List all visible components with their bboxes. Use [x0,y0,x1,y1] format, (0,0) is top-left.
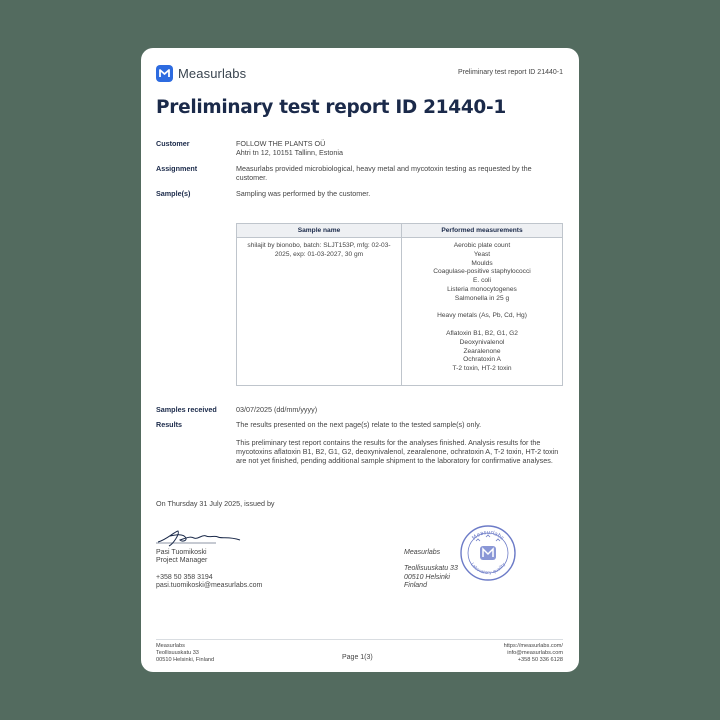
footer-company: Measurlabs [156,643,185,649]
assignment-label: Assignment [156,164,198,173]
footer-address [156,643,214,665]
footer-street: Teollisuuskatu 33 [156,650,199,657]
measurements-cell [402,238,563,386]
measurement-item: Coagulase-positive staphylococci [433,268,531,276]
measurement-item: Ochratoxin A [463,356,501,364]
measurement-item: Aerobic plate count [453,242,511,249]
samples-received-date: 03/07/2025 (dd/mm/yyyy) [236,405,318,414]
page-number: Page 1(3) [342,654,373,661]
signatory-role: Project Manager [156,557,208,565]
signatory-contact [156,574,262,591]
footer-email: info@measurlabs.com [507,650,563,657]
customer-address: Ahtri tn 12, 10151 Tallinn, Estonia [236,148,343,157]
svg-text:Measurlabs: Measurlabs [471,529,505,542]
measurement-item: Listeria monocytogenes [447,285,517,293]
measurement-item: Yeast [473,250,491,258]
samples-table [236,223,563,386]
report-page [141,48,579,672]
table-header-row [237,224,563,238]
company-name: Measurlabs [404,549,441,556]
measurement-item: Salmonella in 25 g [454,294,510,302]
sample-name-cell: shilajit by bionobo, batch: SLJT153P, mfg: 02-03-2025, exp: 01-03-2027, 30 gm [237,238,402,386]
measurement-item: Heavy metals (As, Pb, Cd, Hg) [437,312,527,320]
customer-label: Customer [156,139,190,148]
company-address-block [404,549,458,591]
company-street: Teollisuuskatu 33 [404,565,458,573]
page-header [156,65,563,83]
page-title: Preliminary test report ID 21440-1 [156,97,506,118]
results-text-2: This preliminary test report contains the results for the analyses finished. Analysis results for the mycotoxins aflatoxin B1, B2, G1, G2, deoxynivalenol, zearalenone, ochratoxin A, T-2 toxin, HT-2 toxin are not yet finished, pending additional sample shipment to the laboratory for confirmative analyses. [236,438,559,465]
footer-city: 00510 Helsinki, Finland [156,657,215,664]
measurement-group-heavy-metals [410,312,554,321]
footer-phone: +358 50 336 6128 [517,657,563,664]
company-city: 00510 Helsinki [404,573,450,581]
measurement-item: T-2 toxin, HT-2 toxin [452,365,512,373]
samples-received-label: Samples received [156,405,217,414]
measurement-item: E. coli [473,277,491,285]
company-country: Finland [404,582,427,590]
header-report-ref: Preliminary test report ID 21440-1 [457,69,563,76]
samples-label: Sample(s) [156,189,191,198]
footer-contact [504,643,563,665]
samples-text: Sampling was performed by the customer. [236,189,371,198]
measurement-item: Zearalenone [463,347,501,355]
table-row [237,238,563,386]
signatory-email: pasi.tuomikoski@measurlabs.com [156,582,263,590]
footer-website: https://measurlabs.com/ [503,643,563,649]
measurement-group-microbiology [410,242,554,304]
measurement-item: Deoxynivalenol [459,338,505,346]
assignment-text: Measurlabs provided microbiological, heavy metal and mycotoxin testing as requested by the customer. [236,164,532,182]
measurement-group-mycotoxins [410,330,554,374]
brand-logo [156,65,246,82]
brand-name: Measurlabs [178,66,247,81]
column-header-measurements: Performed measurements [402,224,563,238]
svg-text:Laboratory quality: Laboratory quality [468,562,508,577]
measurlabs-logo-icon [156,65,173,82]
results-label: Results [156,420,182,429]
issued-statement: On Thursday 31 July 2025, issued by [156,499,275,508]
column-header-sample-name: Sample name [237,224,402,238]
measurement-item: Aflatoxin B1, B2, G1, G2 [446,329,518,337]
footer-divider [156,639,563,640]
measurement-item: Moulds [471,259,493,267]
results-text-1: The results presented on the next page(s) relate to the tested sample(s) only. [236,420,482,429]
company-stamp-icon [459,524,517,587]
signatory-phone: +358 50 358 3194 [156,574,213,581]
signatory-block [156,549,207,566]
customer-name: FOLLOW THE PLANTS OÜ [236,139,326,148]
signatory-name: Pasi Tuomikoski [156,549,207,556]
